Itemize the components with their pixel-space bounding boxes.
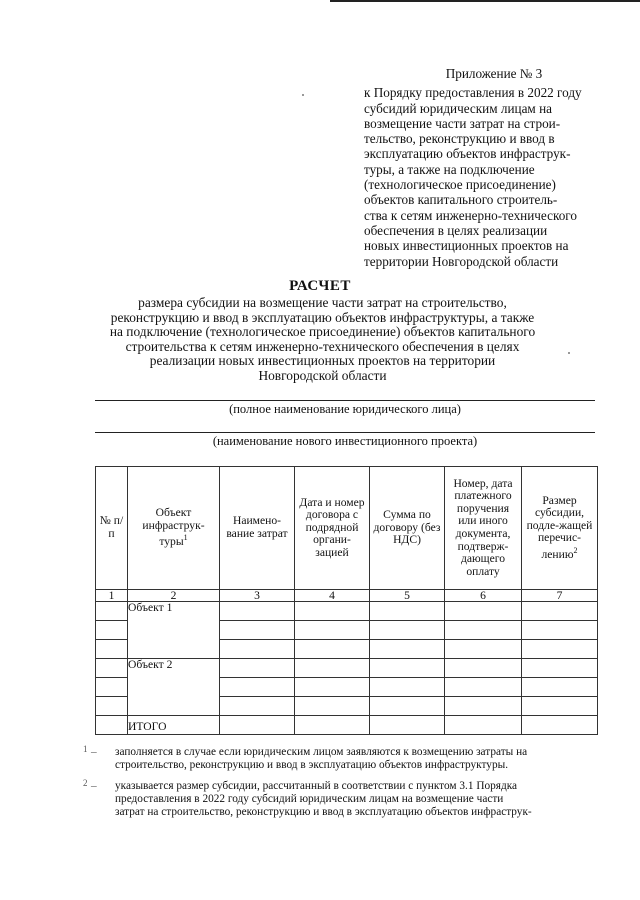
table-cell[interactable] [445, 602, 522, 621]
column-number: 7 [522, 590, 598, 602]
entity-name-fill-line[interactable] [95, 400, 595, 401]
table-cell[interactable] [370, 640, 445, 659]
column-number: 2 [128, 590, 220, 602]
appendix-line: объектов капитального строитель- [364, 192, 558, 208]
table-cell[interactable] [522, 602, 598, 621]
header-cell-object: Объект инфраструк-туры$^1$ [128, 467, 220, 590]
table-cell[interactable] [370, 678, 445, 697]
table-cell[interactable] [445, 678, 522, 697]
table-row [96, 602, 598, 621]
appendix-line: территории Новгородской области [364, 253, 559, 269]
column-numbers-row [96, 590, 598, 602]
column-number: 6 [445, 590, 522, 602]
total-row [96, 716, 598, 735]
footnote-line: затрат на строительство, реконструкцию и ввод в эксплуатацию объектов инфраструк- [115, 806, 532, 819]
appendix-line: субсидий юридическим лицам на [364, 100, 552, 116]
appendix-line: новых инвестиционных проектов на [364, 238, 569, 254]
table-cell[interactable] [522, 659, 598, 678]
table-cell[interactable] [370, 716, 445, 735]
table-cell[interactable] [96, 640, 128, 659]
document-subtitle [60, 296, 585, 384]
appendix-line: туры, а также на подключение [364, 161, 535, 177]
table-cell[interactable] [445, 697, 522, 716]
footnote-1 [83, 744, 600, 772]
project-name-fill-line[interactable] [95, 432, 595, 433]
footnote-mark: 1 [83, 744, 88, 754]
footnote-line: строительство, реконструкцию и ввод в эксплуатацию объектов инфраструктуры. [115, 759, 509, 772]
appendix-line: к Порядку предоставления в 2022 году [364, 85, 582, 101]
table-cell[interactable] [96, 621, 128, 640]
footnote-ref-2: 2 [573, 545, 578, 555]
table-cell[interactable] [445, 621, 522, 640]
entity-name-caption: (полное наименование юридического лица) [229, 402, 461, 416]
table-cell[interactable] [295, 678, 370, 697]
table-cell[interactable] [295, 621, 370, 640]
subtitle-line: реконструкцию и ввод в эксплуатацию объектов инфраструктуры, а также [110, 309, 535, 325]
column-number: 4 [295, 590, 370, 602]
table-cell[interactable] [522, 678, 598, 697]
document-title: РАСЧЕТ [289, 278, 351, 294]
footnote-dash: – [91, 746, 97, 758]
table-cell[interactable] [220, 602, 295, 621]
appendix-line: обеспечения в целях реализации [364, 222, 548, 238]
appendix-line: возмещение части затрат на строи- [364, 115, 561, 131]
header-cell-cost-name: Наимено-вание затрат [220, 467, 295, 590]
appendix-line: тельство, реконструкцию и ввод в [364, 131, 555, 147]
object-2-cell: Объект 2 [128, 659, 220, 716]
column-number: 3 [220, 590, 295, 602]
table-cell[interactable] [220, 640, 295, 659]
table-cell[interactable] [370, 621, 445, 640]
subtitle-line: строительства к сетям инженерно-технического обеспечения в целях [125, 338, 520, 354]
footnote-2 [83, 778, 600, 820]
subtitle-line: на подключение (технологическое присоединение) объектов капитального [109, 324, 536, 340]
header-cell-contract: Дата и номер договора с подрядной органи-зацией [295, 467, 370, 590]
table-cell[interactable] [96, 716, 128, 735]
table-cell[interactable] [96, 602, 128, 621]
header-cell-number: № п/п [96, 467, 128, 590]
subtitle-line: реализации новых инвестиционных проектов на территории [149, 353, 496, 369]
table-cell[interactable] [295, 716, 370, 735]
project-name-caption: (наименование нового инвестиционного проекта) [212, 434, 478, 448]
table-cell[interactable] [522, 697, 598, 716]
column-number: 1 [96, 590, 128, 602]
table-cell[interactable] [445, 659, 522, 678]
table-cell[interactable] [445, 640, 522, 659]
table-cell[interactable] [96, 678, 128, 697]
calculation-table [95, 466, 598, 735]
subtitle-line: размера субсидии на возмещение части затрат на строительство, [138, 295, 507, 310]
table-cell[interactable] [522, 621, 598, 640]
table-cell[interactable] [220, 621, 295, 640]
table-cell[interactable] [220, 697, 295, 716]
table-header-row [96, 467, 598, 590]
table-cell[interactable] [295, 697, 370, 716]
scan-speck [302, 94, 304, 96]
table-cell[interactable] [96, 659, 128, 678]
table-cell[interactable] [295, 602, 370, 621]
table-cell[interactable] [220, 716, 295, 735]
object-1-cell: Объект 1 [128, 602, 220, 659]
table-cell[interactable] [295, 640, 370, 659]
total-label: ИТОГО [128, 716, 220, 735]
appendix-number: Приложение № 3 [445, 66, 543, 81]
footnote-mark: 2 [83, 778, 88, 788]
table-cell[interactable] [370, 697, 445, 716]
appendix-line: эксплуатацию объектов инфраструк- [364, 146, 571, 162]
table-cell[interactable] [445, 716, 522, 735]
table-row [96, 659, 598, 678]
scan-speck [568, 352, 570, 354]
subtitle-line: Новгородской области [258, 367, 387, 383]
column-number: 5 [370, 590, 445, 602]
footnote-line: указывается размер субсидии, рассчитанный в соответствии с пунктом 3.1 Порядка [115, 780, 518, 792]
header-cell-amount: Сумма по договору (без НДС) [370, 467, 445, 590]
footnote-ref-1: 1 [183, 533, 188, 543]
table-cell[interactable] [522, 716, 598, 735]
footnote-dash: – [91, 780, 97, 792]
appendix-line: (технологическое присоединение) [364, 177, 556, 193]
table-cell[interactable] [370, 659, 445, 678]
table-cell[interactable] [220, 659, 295, 678]
top-border-line [330, 0, 640, 2]
appendix-line: ства к сетям инженерно-технического [364, 207, 577, 223]
header-cell-payment-doc: Номер, дата платежного поручения или иного документа, подтверж-дающего оплату [445, 467, 522, 590]
table-cell[interactable] [370, 602, 445, 621]
footnote-line: предоставления в 2022 году субсидий юридическим лицам на возмещение части [115, 793, 504, 806]
appendix-block [364, 66, 614, 269]
table-cell[interactable] [522, 640, 598, 659]
table-cell[interactable] [220, 678, 295, 697]
table-cell[interactable] [96, 697, 128, 716]
footnote-line: заполняется в случае если юридическим лицом заявляются к возмещению затраты на [115, 746, 528, 758]
header-cell-subsidy: Размер субсидии, подле-жащей перечис-лению$^2$ [522, 467, 598, 590]
table-cell[interactable] [295, 659, 370, 678]
